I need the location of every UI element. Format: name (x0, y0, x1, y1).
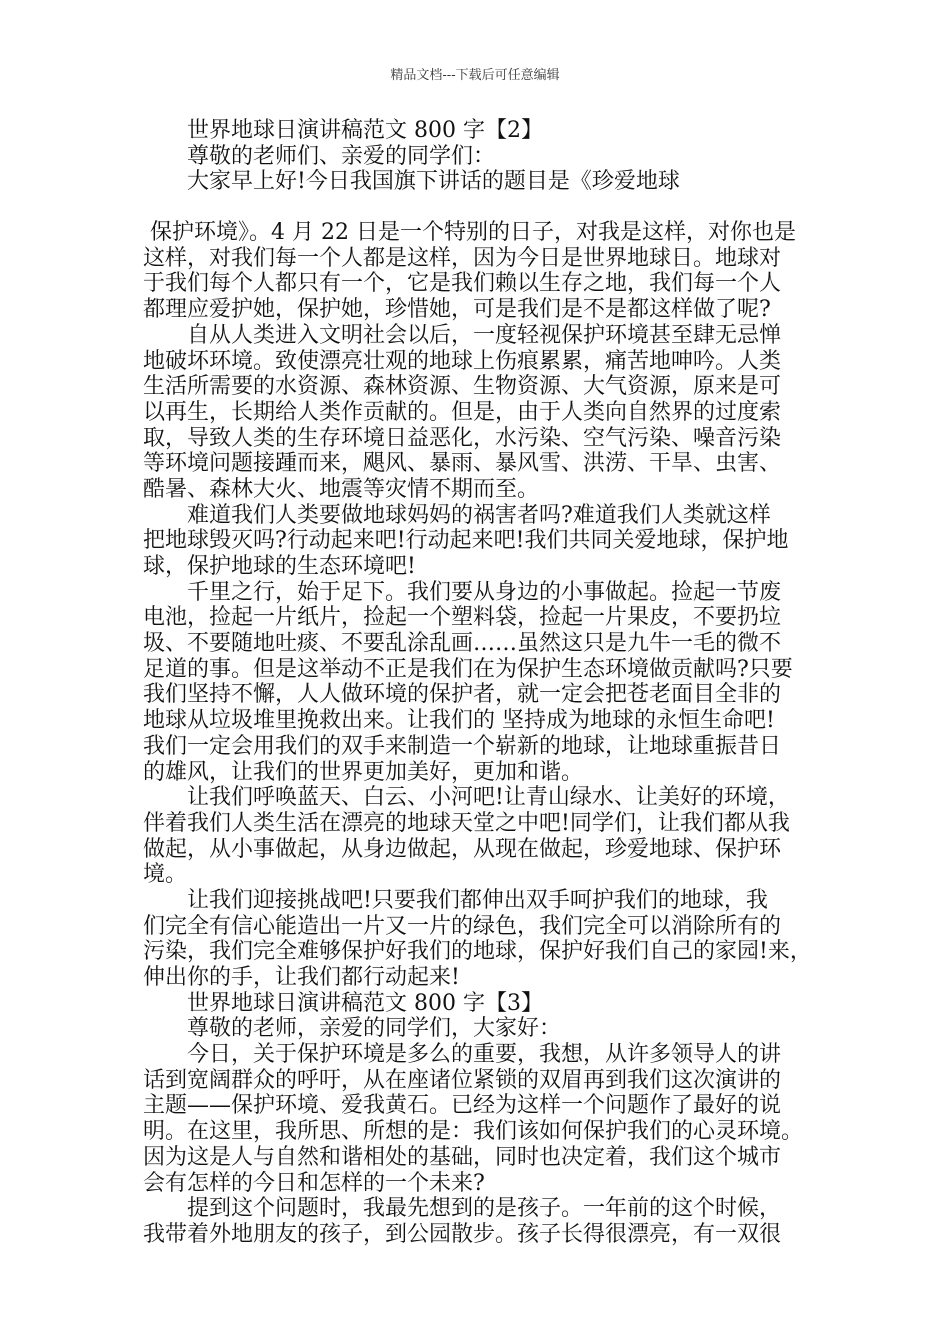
salutation-line: 尊敬的老师们、亲爱的同学们： (143, 143, 496, 169)
text-line: 让我们迎接挑战吧!只要我们都伸出双手呵护我们的地球，我 (143, 887, 768, 913)
text-line: 我带着外地朋友的孩子，到公园散步。孩子长得很漂亮，有一双很 (143, 1221, 782, 1247)
text-line: 电池，捡起一片纸片，捡起一个塑料袋，捡起一片果皮，不要扔垃 (143, 605, 782, 631)
text-line: 等环境问题接踵而来，飓风、暴雨、暴风雪、洪涝、干旱、虫害、 (143, 451, 782, 477)
text-line: 圾、不要随地吐痰、不要乱涂乱画……虽然这只是九牛一毛的微不 (143, 631, 782, 657)
text-line: 主题——保护环境、爱我黄石。已经为这样一个问题作了最好的说 (143, 1093, 782, 1119)
text-line: 境。 (143, 862, 188, 888)
text-line: 于我们每个人都只有一个，它是我们赖以生存之地，我们每一个人 (143, 271, 782, 297)
text-line: 提到这个问题时，我最先想到的是孩子。一年前的这个时候， (143, 1196, 782, 1222)
text-line: 足道的事。但是这举动不正是我们在为保护生态环境做贡献吗?只要 (143, 656, 793, 682)
text-line: 伴着我们人类生活在漂亮的地球天堂之中吧!同学们，让我们都从我 (143, 810, 790, 836)
text-line: 话到宽阔群众的呼吁，从在座诸位紧锁的双眉再到我们这次演讲的 (143, 1067, 782, 1093)
text-line: 我们一定会用我们的双手来制造一个崭新的地球，让地球重振昔日 (143, 733, 782, 759)
text-line: 让我们呼唤蓝天、白云、小河吧!让青山绿水、让美好的环境， (143, 785, 790, 811)
text-line: 地破坏环境。致使漂亮壮观的地球上伤痕累累，痛苦地呻吟。人类 (143, 348, 782, 374)
text-line: 难道我们人类要做地球妈妈的祸害者吗?难道我们人类就这样 (143, 502, 771, 528)
text-line: 们完全有信心能造出一片又一片的绿色，我们完全可以消除所有的 (143, 913, 782, 939)
text-line: 会有怎样的今日和怎样的一个未来? (143, 1170, 485, 1196)
text-line: 明。在这里，我所思、所想的是：我们该如何保护我们的心灵环境。 (143, 1119, 804, 1145)
text-line: 取，导致人类的生存环境日益恶化，水污染、空气污染、噪音污染 (143, 425, 782, 451)
page-header: 精品文档---下载后可任意编辑 (390, 68, 560, 83)
text-line: 这样，对我们每一个人都是这样，因为今日是世界地球日。地球对 (143, 245, 782, 271)
text-line: 的雄风，让我们的世界更加美好，更加和谐。 (143, 759, 584, 785)
text-line: 酷暑、森林大火、地震等灾情不期而至。 (143, 476, 540, 502)
text-line: 千里之行，始于足下。我们要从身边的小事做起。捡起一节废 (143, 579, 782, 605)
text-line: 保护环境》。4 月 22 日是一个特别的日子，对我是这样，对你也是 (143, 220, 796, 246)
text-line: 污染，我们完全难够保护好我们的地球，保护好我们自己的家园!来， (143, 939, 812, 965)
text-line: 自从人类进入文明社会以后，一度轻视保护环境甚至肆无忌惮 (143, 322, 782, 348)
text-line: 把地球毁灭吗?行动起来吧!行动起来吧!我们共同关爱地球，保护地 (143, 528, 789, 554)
text-line: 伸出你的手，让我们都行动起来! (143, 965, 460, 990)
text-line: 生活所需要的水资源、森林资源、生物资源、大气资源，原来是可 (143, 374, 782, 400)
text-line: 大家早上好!今日我国旗下讲话的题目是《珍爱地球 (143, 169, 680, 195)
text-line: 以再生，长期给人类作贡献的。但是，由于人类向自然界的过度索 (143, 399, 782, 425)
title-line: 世界地球日演讲稿范文 800 字【2】 (143, 118, 543, 143)
text-line: 我们坚持不懈，人人做环境的保护者，就一定会把苍老面目全非的 (143, 682, 782, 708)
text-line: 因为这是人与自然和谐相处的基础，同时也决定着，我们这个城市 (143, 1144, 782, 1170)
title-line: 世界地球日演讲稿范文 800 字【3】 (143, 990, 543, 1016)
text-line: 都理应爱护她，保护她，珍惜她，可是我们是不是都这样做了呢? (143, 297, 771, 323)
text-line: 球，保护地球的生态环境吧! (143, 554, 416, 579)
text-line: 今日，关于保护环境是多么的重要，我想，从许多领导人的讲 (143, 1042, 782, 1068)
text-line: 做起，从小事做起，从身边做起，从现在做起，珍爱地球、保护环 (143, 836, 782, 862)
salutation-line: 尊敬的老师，亲爱的同学们，大家好： (143, 1016, 562, 1042)
blank-gap (143, 195, 815, 220)
document-body (143, 118, 815, 1248)
text-line: 地球从垃圾堆里挽救出来。让我们的 坚持成为地球的永恒生命吧! (143, 708, 775, 734)
